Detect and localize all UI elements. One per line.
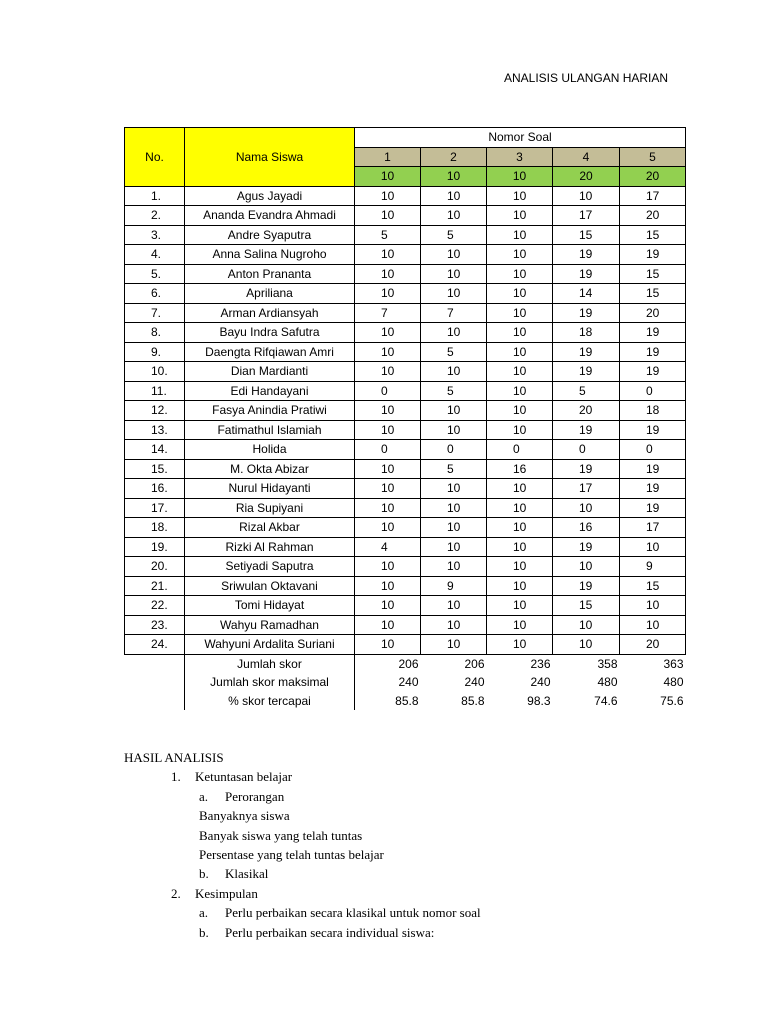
summary-value: 240 — [398, 675, 419, 690]
score-cell: 10 — [487, 225, 553, 245]
score-cell: 10 — [355, 479, 421, 499]
student-number: 14. — [125, 440, 185, 460]
student-name: Rizal Akbar — [185, 518, 355, 538]
score-cell: 10 — [355, 615, 421, 635]
table-row — [125, 615, 686, 635]
list-marker: 2. — [171, 886, 181, 901]
score-cell: 10 — [355, 284, 421, 304]
student-number: 10. — [125, 362, 185, 382]
list-item-perbaikan-individual: Perlu perbaikan secara individual siswa: — [225, 925, 435, 940]
score-cell: 10 — [421, 264, 487, 284]
list-marker: a. — [199, 905, 209, 920]
table-row — [125, 537, 686, 557]
summary-value: 363 — [663, 656, 684, 671]
student-name: Agus Jayadi — [185, 186, 355, 206]
score-cell: 19 — [553, 303, 620, 323]
student-number: 1. — [125, 186, 185, 206]
summary-value: 75.6 — [660, 693, 684, 708]
summary-value: 358 — [597, 656, 618, 671]
table-row — [125, 362, 686, 382]
score-cell: 10 — [553, 635, 620, 655]
score-cell: 20 — [620, 303, 686, 323]
score-cell: 10 — [421, 245, 487, 265]
student-name: Arman Ardiansyah — [185, 303, 355, 323]
summary-blank — [125, 692, 185, 711]
summary-row — [125, 692, 686, 711]
score-cell: 10 — [355, 245, 421, 265]
score-cell: 0 — [355, 440, 421, 460]
score-cell: 10 — [487, 323, 553, 343]
score-cell: 10 — [487, 342, 553, 362]
student-name: Nurul Hidayanti — [185, 479, 355, 499]
score-cell: 18 — [553, 323, 620, 343]
list-marker: a. — [199, 789, 209, 804]
score-cell: 19 — [620, 323, 686, 343]
score-cell: 10 — [355, 362, 421, 382]
summary-value: 98.3 — [527, 693, 551, 708]
summary-value: 240 — [464, 675, 485, 690]
table-row — [125, 479, 686, 499]
summary-value: 74.6 — [594, 693, 618, 708]
score-cell: 15 — [553, 596, 620, 616]
score-cell: 10 — [355, 186, 421, 206]
student-name: Wahyuni Ardalita Suriani — [185, 635, 355, 655]
score-cell: 17 — [553, 206, 620, 226]
student-number: 8. — [125, 323, 185, 343]
score-cell: 10 — [421, 323, 487, 343]
student-number: 11. — [125, 381, 185, 401]
score-cell: 10 — [421, 479, 487, 499]
student-number: 16. — [125, 479, 185, 499]
student-number: 13. — [125, 420, 185, 440]
student-number: 4. — [125, 245, 185, 265]
student-name: Andre Syaputra — [185, 225, 355, 245]
score-cell: 10 — [421, 420, 487, 440]
student-number: 19. — [125, 537, 185, 557]
score-cell: 10 — [620, 537, 686, 557]
score-cell: 10 — [421, 557, 487, 577]
score-cell: 10 — [355, 557, 421, 577]
score-cell: 10 — [355, 206, 421, 226]
score-cell: 15 — [620, 284, 686, 304]
score-cell: 19 — [620, 479, 686, 499]
score-cell: 9 — [421, 576, 487, 596]
score-cell: 10 — [487, 498, 553, 518]
table-row — [125, 518, 686, 538]
score-cell: 17 — [553, 479, 620, 499]
score-cell: 0 — [620, 381, 686, 401]
score-cell: 7 — [421, 303, 487, 323]
summary-value: 206 — [398, 656, 419, 671]
score-cell: 5 — [421, 342, 487, 362]
header-nomor-soal: Nomor Soal — [355, 128, 686, 148]
score-cell: 15 — [620, 264, 686, 284]
score-cell: 5 — [421, 381, 487, 401]
student-name: Wahyu Ramadhan — [185, 615, 355, 635]
score-cell: 19 — [620, 498, 686, 518]
score-cell: 19 — [620, 420, 686, 440]
score-cell: 16 — [487, 459, 553, 479]
score-cell: 10 — [487, 186, 553, 206]
summary-label: Jumlah skor maksimal — [185, 673, 355, 692]
soal-number: 2 — [421, 147, 487, 167]
score-cell: 19 — [553, 537, 620, 557]
score-cell: 10 — [355, 498, 421, 518]
student-name: Bayu Indra Safutra — [185, 323, 355, 343]
score-cell: 10 — [355, 323, 421, 343]
table-row — [125, 459, 686, 479]
score-cell: 20 — [620, 206, 686, 226]
score-cell: 19 — [620, 362, 686, 382]
score-cell: 10 — [421, 498, 487, 518]
table-row — [125, 342, 686, 362]
summary-value: 240 — [530, 675, 551, 690]
student-number: 18. — [125, 518, 185, 538]
summary-label: % skor tercapai — [185, 692, 355, 711]
student-name: Fasya Anindia Pratiwi — [185, 401, 355, 421]
score-cell: 19 — [553, 362, 620, 382]
summary-value: 236 — [530, 656, 551, 671]
score-cell: 17 — [620, 186, 686, 206]
score-cell: 10 — [487, 576, 553, 596]
score-cell: 10 — [487, 518, 553, 538]
soal-number: 1 — [355, 147, 421, 167]
score-cell: 20 — [620, 635, 686, 655]
table-row — [125, 498, 686, 518]
score-cell: 15 — [620, 576, 686, 596]
student-name: Anton Prananta — [185, 264, 355, 284]
score-cell: 10 — [421, 635, 487, 655]
summary-value: 85.8 — [461, 693, 485, 708]
student-name: Rizki Al Rahman — [185, 537, 355, 557]
max-score: 10 — [421, 167, 487, 187]
score-table — [124, 127, 686, 710]
student-number: 3. — [125, 225, 185, 245]
header-row — [125, 128, 686, 148]
score-cell: 10 — [620, 596, 686, 616]
score-cell: 10 — [553, 615, 620, 635]
list-marker: b. — [199, 925, 209, 940]
score-cell: 10 — [487, 284, 553, 304]
score-cell: 10 — [355, 596, 421, 616]
list-item-klasikal: Klasikal — [225, 866, 269, 881]
analysis-heading: HASIL ANALISIS — [124, 750, 224, 765]
table-row — [125, 186, 686, 206]
student-number: 23. — [125, 615, 185, 635]
list-marker: b. — [199, 866, 209, 881]
score-cell: 10 — [355, 518, 421, 538]
score-cell: 10 — [487, 264, 553, 284]
score-cell: 19 — [620, 245, 686, 265]
score-cell: 19 — [553, 245, 620, 265]
table-row — [125, 264, 686, 284]
student-number: 22. — [125, 596, 185, 616]
score-cell: 10 — [421, 206, 487, 226]
table-row — [125, 420, 686, 440]
summary-value: 85.8 — [395, 693, 419, 708]
max-score: 20 — [553, 167, 620, 187]
score-cell: 10 — [487, 401, 553, 421]
text-persentase-tuntas: Persentase yang telah tuntas belajar — [199, 847, 384, 862]
summary-value: 480 — [597, 675, 618, 690]
student-name: Sriwulan Oktavani — [185, 576, 355, 596]
score-cell: 10 — [553, 186, 620, 206]
student-number: 2. — [125, 206, 185, 226]
soal-number: 4 — [553, 147, 620, 167]
score-cell: 10 — [355, 420, 421, 440]
score-cell: 10 — [487, 479, 553, 499]
student-name: Ananda Evandra Ahmadi — [185, 206, 355, 226]
score-cell: 10 — [620, 615, 686, 635]
max-score: 20 — [620, 167, 686, 187]
table-row — [125, 303, 686, 323]
text-siswa-tuntas: Banyak siswa yang telah tuntas — [199, 828, 363, 843]
score-cell: 18 — [620, 401, 686, 421]
score-cell: 10 — [553, 498, 620, 518]
student-name: Edi Handayani — [185, 381, 355, 401]
table-row — [125, 557, 686, 577]
student-number: 20. — [125, 557, 185, 577]
student-name: Apriliana — [185, 284, 355, 304]
score-cell: 19 — [553, 342, 620, 362]
student-number: 12. — [125, 401, 185, 421]
text-banyaknya-siswa: Banyaknya siswa — [199, 808, 290, 823]
soal-number: 5 — [620, 147, 686, 167]
score-cell: 10 — [487, 615, 553, 635]
table-row — [125, 284, 686, 304]
student-number: 7. — [125, 303, 185, 323]
student-number: 21. — [125, 576, 185, 596]
score-cell: 0 — [487, 440, 553, 460]
score-cell: 10 — [553, 557, 620, 577]
score-cell: 17 — [620, 518, 686, 538]
score-cell: 19 — [553, 576, 620, 596]
table-row — [125, 635, 686, 655]
table-row — [125, 381, 686, 401]
score-cell: 4 — [355, 537, 421, 557]
score-cell: 19 — [553, 459, 620, 479]
header-nama-siswa: Nama Siswa — [185, 128, 355, 187]
score-cell: 10 — [487, 635, 553, 655]
score-cell: 10 — [421, 596, 487, 616]
score-cell: 5 — [355, 225, 421, 245]
list-item-perorangan: Perorangan — [225, 789, 285, 804]
score-cell: 10 — [421, 401, 487, 421]
score-cell: 0 — [553, 440, 620, 460]
summary-row — [125, 673, 686, 692]
student-number: 5. — [125, 264, 185, 284]
score-cell: 10 — [421, 518, 487, 538]
score-cell: 19 — [620, 342, 686, 362]
score-cell: 10 — [487, 537, 553, 557]
score-cell: 15 — [620, 225, 686, 245]
score-cell: 10 — [487, 303, 553, 323]
table-row — [125, 225, 686, 245]
student-number: 9. — [125, 342, 185, 362]
student-name: Dian Mardianti — [185, 362, 355, 382]
student-name: Daengta Rifqiawan Amri — [185, 342, 355, 362]
score-cell: 10 — [487, 362, 553, 382]
score-cell: 10 — [355, 264, 421, 284]
student-name: Setiyadi Saputra — [185, 557, 355, 577]
score-cell: 10 — [487, 245, 553, 265]
score-cell: 19 — [620, 459, 686, 479]
table-row — [125, 323, 686, 343]
score-cell: 5 — [553, 381, 620, 401]
table-row — [125, 245, 686, 265]
score-cell: 16 — [553, 518, 620, 538]
score-cell: 20 — [553, 401, 620, 421]
score-cell: 10 — [421, 537, 487, 557]
table-row — [125, 596, 686, 616]
table-row — [125, 440, 686, 460]
score-cell: 0 — [355, 381, 421, 401]
score-cell: 10 — [487, 381, 553, 401]
score-cell: 15 — [553, 225, 620, 245]
score-cell: 0 — [421, 440, 487, 460]
student-name: Fatimathul Islamiah — [185, 420, 355, 440]
score-cell: 10 — [487, 206, 553, 226]
student-name: Ria Supiyani — [185, 498, 355, 518]
score-cell: 10 — [421, 284, 487, 304]
student-number: 15. — [125, 459, 185, 479]
summary-blank — [125, 654, 185, 673]
score-cell: 5 — [421, 459, 487, 479]
score-cell: 14 — [553, 284, 620, 304]
student-name: Holida — [185, 440, 355, 460]
score-cell: 19 — [553, 420, 620, 440]
list-marker: 1. — [171, 769, 181, 784]
student-number: 24. — [125, 635, 185, 655]
list-item-ketuntasan: Ketuntasan belajar — [195, 769, 293, 784]
score-cell: 0 — [620, 440, 686, 460]
student-number: 6. — [125, 284, 185, 304]
score-cell: 10 — [487, 420, 553, 440]
table-row — [125, 206, 686, 226]
student-name: M. Okta Abizar — [185, 459, 355, 479]
summary-label: Jumlah skor — [185, 654, 355, 673]
score-cell: 10 — [355, 401, 421, 421]
student-name: Tomi Hidayat — [185, 596, 355, 616]
max-score: 10 — [487, 167, 553, 187]
soal-number: 3 — [487, 147, 553, 167]
student-name: Anna Salina Nugroho — [185, 245, 355, 265]
document-title: ANALISIS ULANGAN HARIAN — [504, 71, 669, 85]
score-cell: 10 — [487, 557, 553, 577]
score-cell: 10 — [421, 615, 487, 635]
score-cell: 10 — [487, 596, 553, 616]
score-cell: 9 — [620, 557, 686, 577]
score-cell: 10 — [355, 635, 421, 655]
score-cell: 7 — [355, 303, 421, 323]
score-cell: 10 — [355, 459, 421, 479]
student-number: 17. — [125, 498, 185, 518]
summary-row — [125, 654, 686, 673]
score-cell: 19 — [553, 264, 620, 284]
score-cell: 5 — [421, 225, 487, 245]
list-item-kesimpulan: Kesimpulan — [195, 886, 258, 901]
summary-value: 206 — [464, 656, 485, 671]
table-row — [125, 401, 686, 421]
score-cell: 10 — [355, 342, 421, 362]
max-score: 10 — [355, 167, 421, 187]
score-cell: 10 — [421, 186, 487, 206]
list-item-perbaikan-klasikal: Perlu perbaikan secara klasikal untuk nomor soal — [225, 905, 481, 920]
summary-blank — [125, 673, 185, 692]
score-cell: 10 — [421, 362, 487, 382]
header-no: No. — [125, 128, 185, 187]
score-cell: 10 — [355, 576, 421, 596]
summary-value: 480 — [663, 675, 684, 690]
table-row — [125, 576, 686, 596]
